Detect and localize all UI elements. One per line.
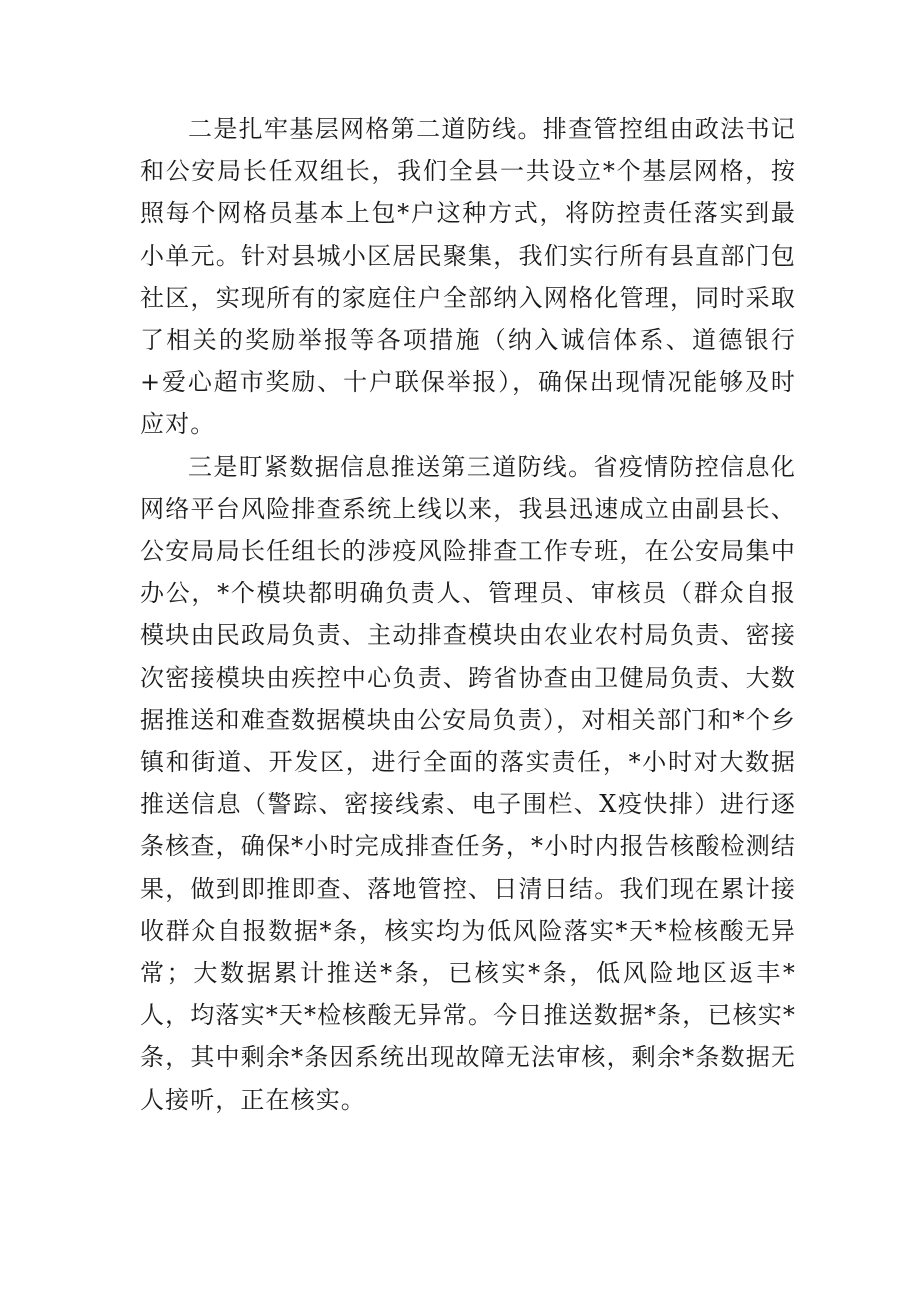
- document-body: [140, 108, 796, 1121]
- paragraph-second-defense-line: 二是扎牢基层网格第二道防线。排查管控组由政法书记和公安局长任双组长，我们全县一共设立*个基层网格，按照每个网格员基本上包*户这种方式，将防控责任落实到最小单元。针对县城小区居民聚集，我们实行所有县直部门包社区，实现所有的家庭住户全部纳入网格化管理，同时采取了相关的奖励举报等各项措施（纳入诚信体系、道德银行+爱心超市奖励、十户联保举报），确保出现情况能够及时应对。: [140, 115, 796, 439]
- paragraph-third-defense-line: 三是盯紧数据信息推送第三道防线。省疫情防控信息化网络平台风险排查系统上线以来，我县迅速成立由副县长、公安局局长任组长的涉疫风险排查工作专班，在公安局集中办公，*个模块都明确负责人、管理员、审核员（群众自报模块由民政局负责、主动排查模块由农业农村局负责、密接次密接模块由疾控中心负责、跨省协查由卫健局负责、大数据推送和难查数据模块由公安局负责），对相关部门和*个乡镇和街道、开发区，进行全面的落实责任，*小时对大数据推送信息（警踪、密接线索、电子围栏、X疫快排）进行逐条核查，确保*小时完成排查任务，*小时内报告核酸检测结果，做到即推即查、落地管控、日清日结。我们现在累计接收群众自报数据*条，核实均为低风险落实*天*检核酸无异常；大数据累计推送*条，已核实*条，低风险地区返丰*人，均落实*天*检核酸无异常。今日推送数据*条，已核实*条，其中剩余*条因系统出现故障无法审核，剩余*条数据无人接听，正在核实。: [140, 452, 796, 1114]
